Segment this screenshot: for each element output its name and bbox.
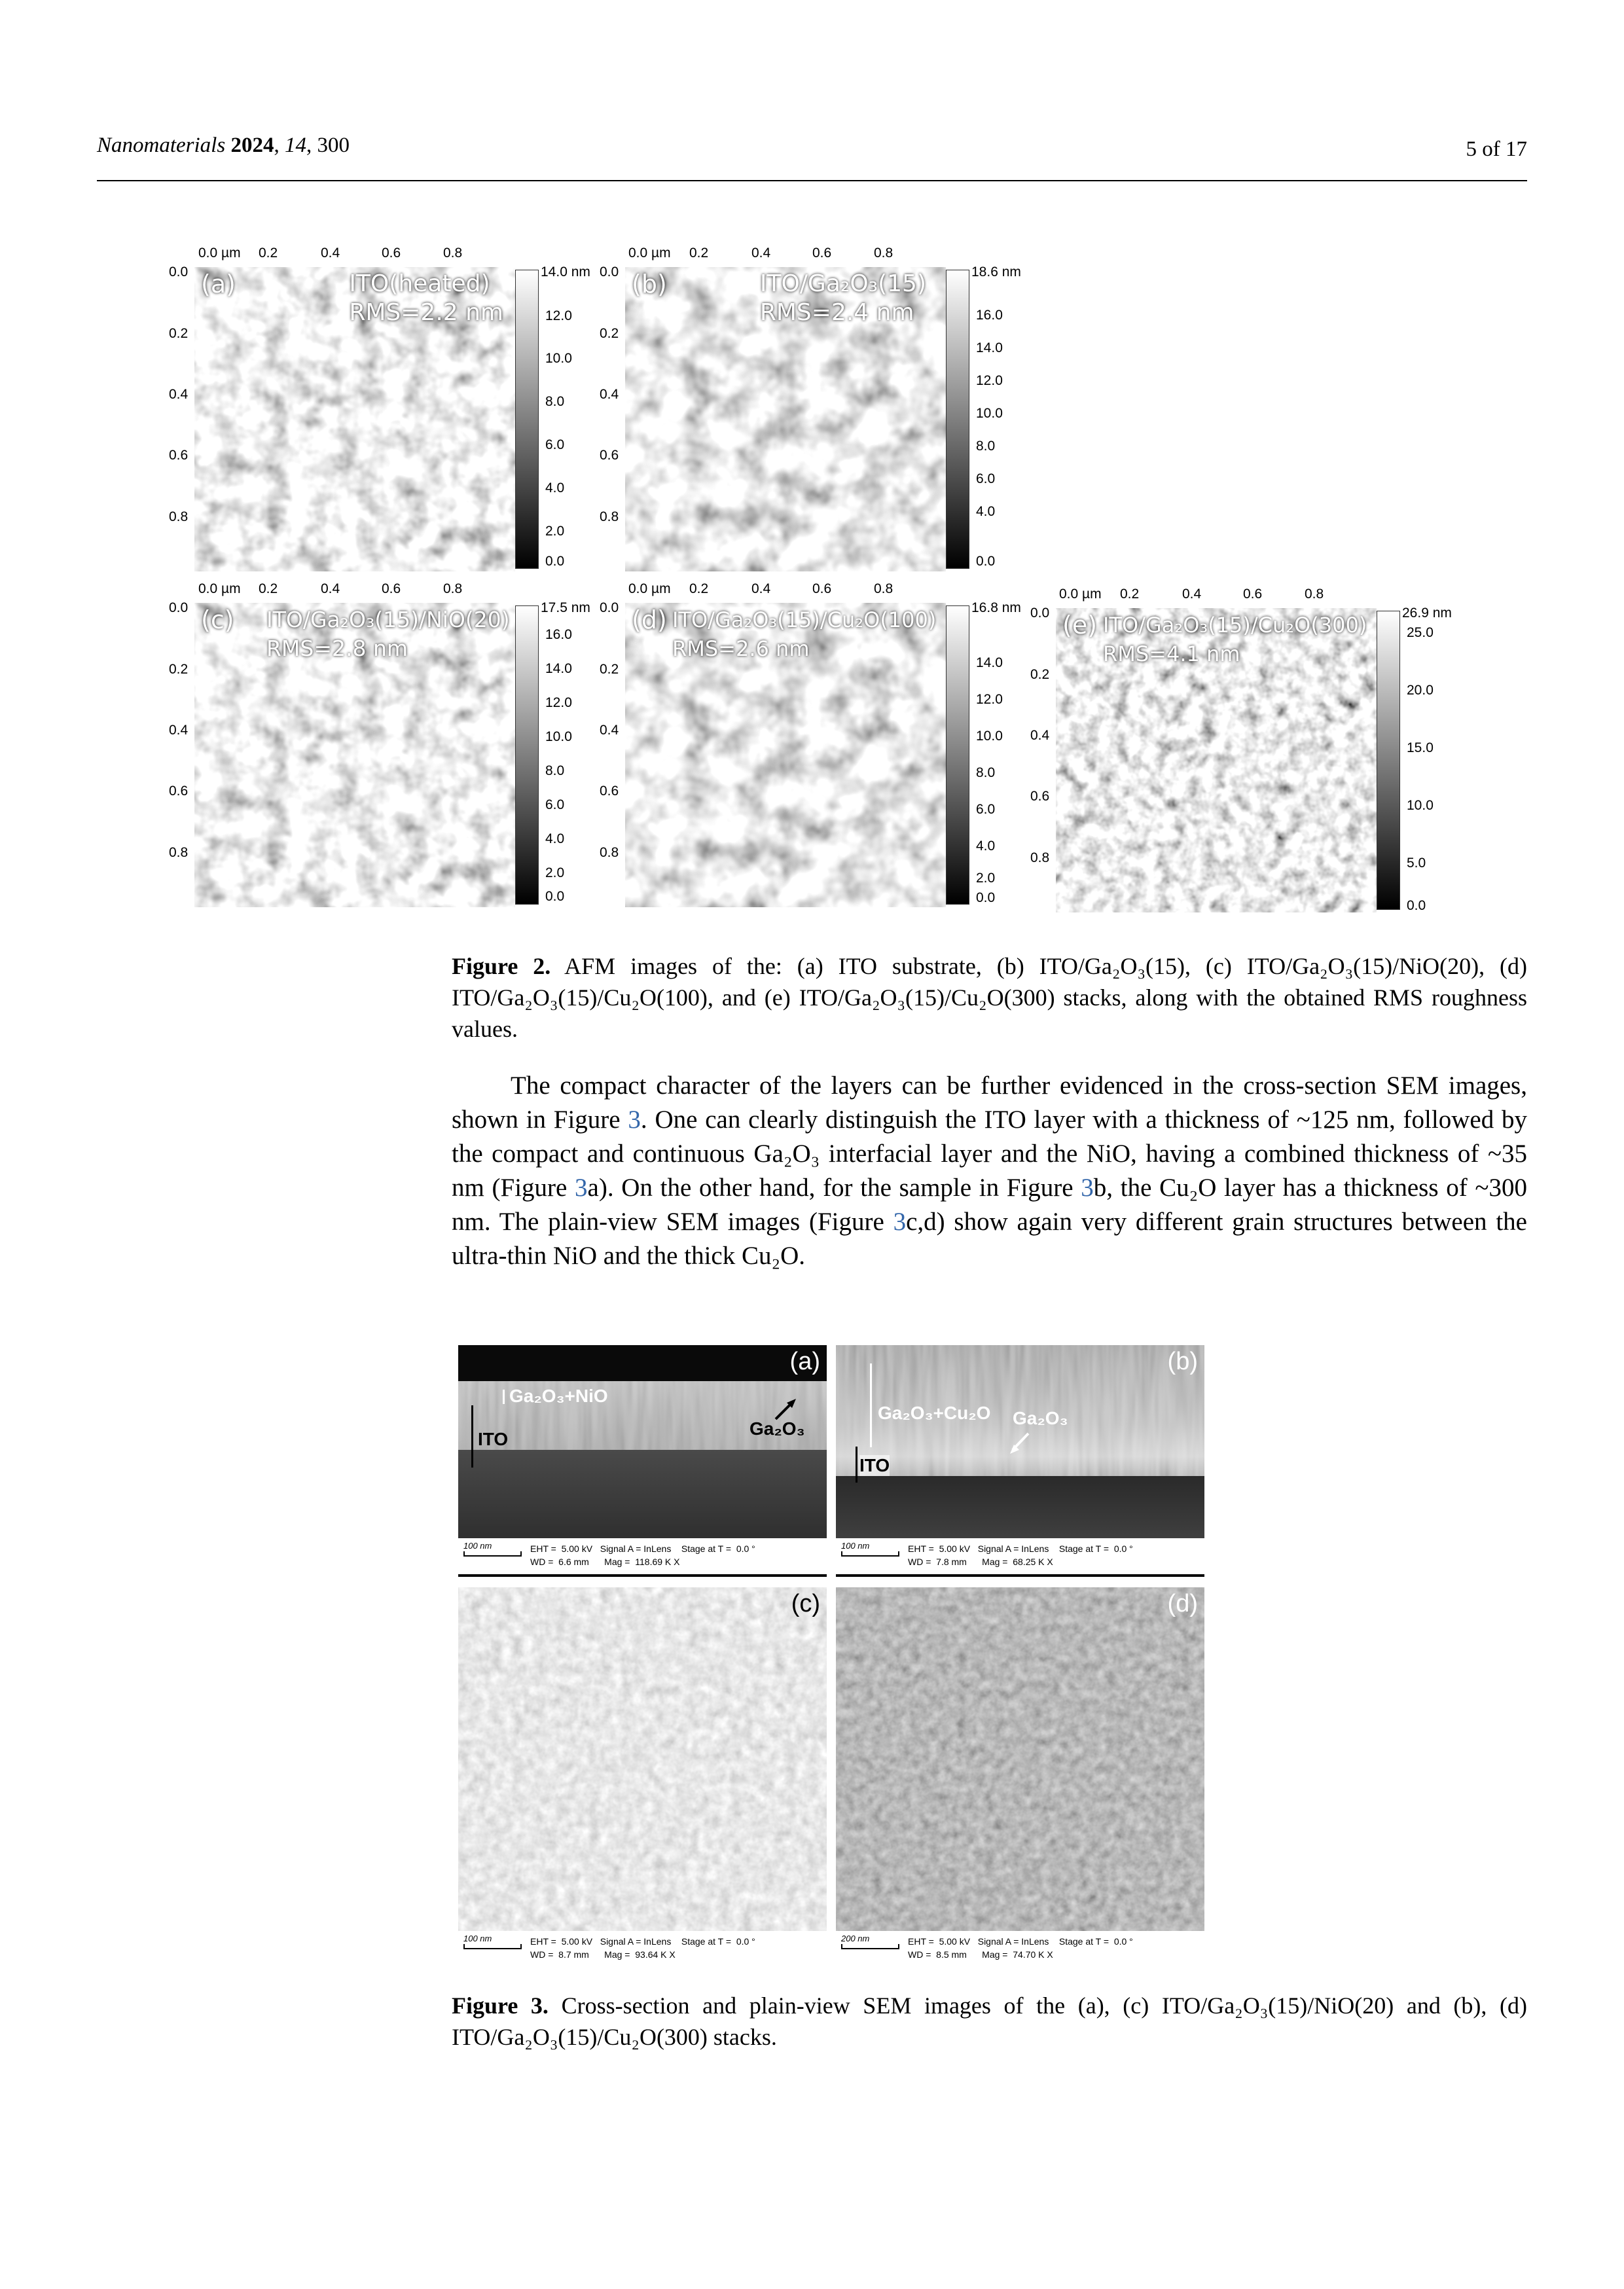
afm-label-d: (d) bbox=[632, 605, 667, 634]
afm-e-xtick: 0.6 bbox=[1243, 586, 1263, 602]
afm-c-xtick: 0.0 µm bbox=[198, 581, 241, 596]
afm-e-cbar-tick: 0.0 bbox=[1407, 898, 1426, 913]
afm-image-d bbox=[625, 603, 946, 907]
afm-label-b: (b) bbox=[632, 270, 667, 298]
afm-c-ytick: 0.6 bbox=[169, 784, 189, 799]
afm-colorbar-a bbox=[515, 270, 539, 569]
figure-2-text: AFM images of the: (a) ITO substrate, (b) ITO/Ga₂O₃(15), (c) ITO/Ga₂O₃(15)/NiO(20), (d) ITO/Ga₂O₃(15)/Cu₂O(100), and (e) ITO/Ga₂O₃(15)/Cu₂O(300) stacks, along with the obtained RMS roughness values. bbox=[452, 953, 1527, 1042]
afm-d-xtick: 0.8 bbox=[874, 581, 893, 596]
afm-sample-a: ITO(heated) bbox=[349, 270, 490, 297]
afm-colorbar-e bbox=[1377, 611, 1400, 910]
afm-c-cbar-tick: 0.0 bbox=[545, 889, 565, 904]
afm-a-cbar-tick: 6.0 bbox=[545, 437, 565, 452]
afm-d-cbar-tick: 4.0 bbox=[976, 838, 996, 854]
sem-image-c bbox=[458, 1587, 827, 1931]
afm-b-cbar-tick: 18.6 nm bbox=[971, 264, 1021, 279]
figure-2-label: Figure 2. bbox=[452, 953, 551, 979]
afm-e-cbar-tick: 5.0 bbox=[1407, 856, 1426, 871]
journal-volume: 14 bbox=[284, 134, 306, 157]
afm-d-cbar-tick: 14.0 bbox=[976, 655, 1003, 670]
sem-a-scale-label: 100 nm bbox=[463, 1541, 492, 1551]
afm-d-ytick: 0.0 bbox=[600, 600, 619, 615]
figure-3-link[interactable]: 3 bbox=[893, 1208, 907, 1236]
afm-c-cbar-tick: 10.0 bbox=[545, 729, 572, 744]
para-text-3: a). On the other hand, for the sample in Figure bbox=[587, 1174, 1081, 1202]
afm-c-ytick: 0.8 bbox=[169, 845, 189, 860]
afm-e-xtick: 0.4 bbox=[1182, 586, 1202, 602]
afm-e-cbar-tick: 26.9 nm bbox=[1402, 605, 1452, 621]
afm-d-cbar-tick: 6.0 bbox=[976, 802, 996, 817]
figure-2-caption bbox=[452, 950, 1527, 1045]
afm-c-xtick: 0.2 bbox=[259, 581, 278, 596]
scale-bar-icon bbox=[841, 1944, 899, 1949]
afm-c-ytick: 0.0 bbox=[169, 600, 189, 615]
afm-e-ytick: 0.0 bbox=[1030, 605, 1050, 621]
figure-3-caption bbox=[452, 1990, 1527, 2053]
afm-rms-e: RMS=4.1 nm bbox=[1103, 641, 1240, 666]
sem-a-divider bbox=[458, 1574, 827, 1577]
sem-b-info-line1: EHT = 5.00 kV Signal A = InLens Stage at T = 0.0 ° bbox=[908, 1543, 1133, 1554]
afm-a-xtick: 0.0 µm bbox=[198, 245, 241, 261]
sem-c-info-line2: WD = 8.7 mm Mag = 93.64 K X bbox=[530, 1949, 676, 1960]
header-rule bbox=[97, 180, 1527, 181]
afm-e-xtick: 0.2 bbox=[1120, 586, 1140, 602]
afm-c-ytick: 0.4 bbox=[169, 723, 189, 738]
afm-c-ytick: 0.2 bbox=[169, 662, 189, 677]
afm-d-cbar-tick: 0.0 bbox=[976, 890, 996, 905]
afm-a-xtick: 0.6 bbox=[382, 245, 401, 261]
afm-b-cbar-tick: 0.0 bbox=[976, 554, 996, 569]
scale-bar-icon bbox=[463, 1944, 522, 1949]
afm-c-xtick: 0.4 bbox=[321, 581, 340, 596]
para-text-1: The compact character of the layers can be further evidenced in the cross-section SEM images, shown in Figure bbox=[452, 1072, 1527, 1134]
afm-sample-d: ITO/Ga₂O₃(15)/Cu₂O(100) bbox=[672, 607, 937, 632]
afm-a-xtick: 0.2 bbox=[259, 245, 278, 261]
afm-b-xtick: 0.6 bbox=[812, 245, 832, 261]
afm-d-cbar-tick: 16.8 nm bbox=[971, 600, 1021, 615]
afm-a-cbar-tick: 0.0 bbox=[545, 554, 565, 569]
afm-c-xtick: 0.6 bbox=[382, 581, 401, 596]
sem-a-substrate bbox=[458, 1450, 827, 1538]
sem-infobar-a bbox=[458, 1538, 827, 1574]
afm-rms-c: RMS=2.8 nm bbox=[266, 636, 408, 661]
sem-c-texture bbox=[458, 1587, 827, 1931]
sem-a-ann-ga2o3-nio: Ga₂O₃+NiO bbox=[509, 1386, 608, 1406]
sem-infobar-c bbox=[458, 1931, 827, 1967]
arrow-icon bbox=[772, 1396, 799, 1422]
sem-b-scale-label: 100 nm bbox=[841, 1541, 870, 1551]
sem-label-a: (a) bbox=[789, 1348, 820, 1375]
afm-a-cbar-tick: 12.0 bbox=[545, 308, 572, 323]
journal-year: 2024 bbox=[230, 134, 274, 157]
afm-c-cbar-tick: 14.0 bbox=[545, 661, 572, 676]
afm-d-cbar-tick: 2.0 bbox=[976, 871, 996, 886]
figure-3-link[interactable]: 3 bbox=[1081, 1174, 1094, 1202]
para-text-4: b, the Cu₂O layer has a thickness of ~300 nm. The plain-view SEM images (Figure bbox=[452, 1174, 1527, 1236]
sem-a-ann-ito: ITO bbox=[478, 1429, 509, 1449]
arrow-icon bbox=[1007, 1430, 1034, 1456]
afm-image-b bbox=[625, 267, 946, 571]
sem-infobar-b bbox=[836, 1538, 1204, 1574]
afm-label-c: (c) bbox=[201, 605, 234, 634]
afm-a-ytick: 0.4 bbox=[169, 387, 189, 402]
sem-b-ann-ga2o3: Ga₂O₃ bbox=[1013, 1408, 1068, 1428]
sem-label-b: (b) bbox=[1167, 1348, 1198, 1375]
page-number: 5 of 17 bbox=[1466, 137, 1527, 161]
sem-label-c: (c) bbox=[791, 1590, 820, 1617]
sem-infobar-d bbox=[836, 1931, 1204, 1967]
afm-rms-d: RMS=2.6 nm bbox=[672, 636, 810, 661]
afm-colorbar-d bbox=[946, 605, 969, 905]
afm-e-cbar-tick: 20.0 bbox=[1407, 683, 1434, 698]
afm-c-cbar-tick: 16.0 bbox=[545, 627, 572, 642]
sem-a-info-line1: EHT = 5.00 kV Signal A = InLens Stage at T = 0.0 ° bbox=[530, 1543, 755, 1554]
figure-3-link[interactable]: 3 bbox=[575, 1174, 588, 1202]
afm-e-xtick: 0.0 µm bbox=[1059, 586, 1102, 602]
afm-a-cbar-tick: 14.0 nm bbox=[541, 264, 590, 279]
scale-bar-icon bbox=[463, 1551, 522, 1557]
figure-3-label: Figure 3. bbox=[452, 1992, 549, 2019]
afm-b-xtick: 0.4 bbox=[751, 245, 771, 261]
sem-b-bar-ga bbox=[870, 1363, 872, 1447]
afm-e-ytick: 0.4 bbox=[1030, 728, 1050, 743]
afm-b-ytick: 0.6 bbox=[600, 448, 619, 463]
afm-colorbar-b bbox=[946, 270, 969, 569]
afm-image-e bbox=[1056, 608, 1377, 912]
sem-a-bar-ito bbox=[471, 1405, 473, 1468]
afm-d-xtick: 0.4 bbox=[751, 581, 771, 596]
afm-a-cbar-tick: 8.0 bbox=[545, 394, 565, 409]
sem-image-a bbox=[458, 1345, 827, 1538]
afm-e-ytick: 0.8 bbox=[1030, 850, 1050, 865]
sem-b-divider bbox=[836, 1574, 1204, 1577]
afm-d-cbar-tick: 10.0 bbox=[976, 729, 1003, 744]
afm-image-a bbox=[194, 267, 515, 571]
body-paragraph bbox=[452, 1069, 1527, 1273]
journal-name: Nanomaterials bbox=[97, 134, 226, 157]
sem-b-info-line2: WD = 7.8 mm Mag = 68.25 K X bbox=[908, 1557, 1053, 1567]
afm-d-xtick: 0.0 µm bbox=[628, 581, 671, 596]
sem-a-bar-ga bbox=[503, 1390, 505, 1404]
afm-b-cbar-tick: 12.0 bbox=[976, 373, 1003, 388]
afm-b-xtick: 0.2 bbox=[689, 245, 709, 261]
afm-c-cbar-tick: 2.0 bbox=[545, 865, 565, 880]
sem-b-bar-ito bbox=[856, 1447, 857, 1483]
afm-a-ytick: 0.0 bbox=[169, 264, 189, 279]
sem-image-d bbox=[836, 1587, 1204, 1931]
afm-b-cbar-tick: 14.0 bbox=[976, 340, 1003, 355]
afm-b-ytick: 0.8 bbox=[600, 509, 619, 524]
afm-c-cbar-tick: 17.5 nm bbox=[541, 600, 590, 615]
afm-d-ytick: 0.6 bbox=[600, 784, 619, 799]
afm-colorbar-c bbox=[515, 605, 539, 905]
afm-e-ytick: 0.6 bbox=[1030, 789, 1050, 804]
afm-d-cbar-tick: 12.0 bbox=[976, 692, 1003, 707]
afm-a-xtick: 0.8 bbox=[443, 245, 463, 261]
scale-bar-icon bbox=[841, 1551, 899, 1557]
article-number: 300 bbox=[317, 134, 350, 157]
sem-c-scale-label: 100 nm bbox=[463, 1934, 492, 1943]
afm-b-cbar-tick: 16.0 bbox=[976, 308, 1003, 323]
afm-rms-a: RMS=2.2 nm bbox=[349, 299, 503, 326]
sem-d-info-line1: EHT = 5.00 kV Signal A = InLens Stage at T = 0.0 ° bbox=[908, 1936, 1133, 1947]
para-text-5: c,d) show again very different grain structures between the ultra-thin NiO and the thick Cu₂O. bbox=[452, 1208, 1527, 1270]
figure-3-link[interactable]: 3 bbox=[628, 1106, 641, 1134]
sem-a-top-band bbox=[458, 1345, 827, 1384]
afm-a-cbar-tick: 4.0 bbox=[545, 480, 565, 496]
afm-a-ytick: 0.8 bbox=[169, 509, 189, 524]
afm-d-ytick: 0.4 bbox=[600, 723, 619, 738]
afm-b-ytick: 0.0 bbox=[600, 264, 619, 279]
afm-d-ytick: 0.8 bbox=[600, 845, 619, 860]
afm-b-cbar-tick: 8.0 bbox=[976, 439, 996, 454]
afm-label-e: (e) bbox=[1062, 611, 1098, 640]
sem-d-scale-label: 200 nm bbox=[841, 1934, 870, 1943]
afm-e-cbar-tick: 25.0 bbox=[1407, 625, 1434, 640]
sem-c-info-line1: EHT = 5.00 kV Signal A = InLens Stage at T = 0.0 ° bbox=[530, 1936, 755, 1947]
running-header: Nanomaterials 2024, 14, 300 bbox=[97, 134, 350, 157]
sem-image-b bbox=[836, 1345, 1204, 1538]
afm-rms-b: RMS=2.4 nm bbox=[759, 299, 914, 326]
afm-d-xtick: 0.6 bbox=[812, 581, 832, 596]
afm-sample-e: ITO/Ga₂O₃(15)/Cu₂O(300) bbox=[1103, 613, 1367, 638]
afm-e-ytick: 0.2 bbox=[1030, 667, 1050, 682]
afm-a-ytick: 0.6 bbox=[169, 448, 189, 463]
afm-c-xtick: 0.8 bbox=[443, 581, 463, 596]
afm-sample-b: ITO/Ga₂O₃(15) bbox=[759, 270, 926, 297]
afm-label-a: (a) bbox=[201, 270, 236, 298]
afm-e-xtick: 0.8 bbox=[1305, 586, 1324, 602]
sem-a-ann-ga2o3: Ga₂O₃ bbox=[749, 1418, 805, 1439]
afm-d-xtick: 0.2 bbox=[689, 581, 709, 596]
para-text-2: . One can clearly distinguish the ITO layer with a thickness of ~125 nm, followed by the compact and continuous Ga₂O₃ interfacial layer and the NiO, having a combined thickness of ~35 nm (Figure bbox=[452, 1106, 1527, 1202]
afm-a-cbar-tick: 10.0 bbox=[545, 351, 572, 366]
afm-a-xtick: 0.4 bbox=[321, 245, 340, 261]
afm-a-ytick: 0.2 bbox=[169, 326, 189, 341]
afm-e-cbar-tick: 15.0 bbox=[1407, 740, 1434, 755]
afm-b-cbar-tick: 6.0 bbox=[976, 471, 996, 486]
afm-b-ytick: 0.4 bbox=[600, 387, 619, 402]
afm-b-xtick: 0.0 µm bbox=[628, 245, 671, 261]
afm-d-cbar-tick: 8.0 bbox=[976, 765, 996, 780]
afm-c-cbar-tick: 12.0 bbox=[545, 695, 572, 710]
afm-a-cbar-tick: 2.0 bbox=[545, 524, 565, 539]
afm-c-cbar-tick: 4.0 bbox=[545, 831, 565, 846]
afm-sample-c: ITO/Ga₂O₃(15)/NiO(20) bbox=[266, 607, 510, 632]
figure-3-text: Cross-section and plain-view SEM images of the (a), (c) ITO/Ga₂O₃(15)/NiO(20) and (b), (d) ITO/Ga₂O₃(15)/Cu₂O(300) stacks. bbox=[452, 1992, 1527, 2050]
afm-b-xtick: 0.8 bbox=[874, 245, 893, 261]
sem-a-info-line2: WD = 6.6 mm Mag = 118.69 K X bbox=[530, 1557, 680, 1567]
sem-b-ann-ito: ITO bbox=[859, 1455, 890, 1475]
sem-b-substrate bbox=[836, 1476, 1204, 1538]
afm-e-cbar-tick: 10.0 bbox=[1407, 798, 1434, 813]
afm-b-cbar-tick: 4.0 bbox=[976, 504, 996, 519]
sem-b-ann-ga2o3-cu2o: Ga₂O₃+Cu₂O bbox=[878, 1403, 991, 1423]
afm-b-ytick: 0.2 bbox=[600, 326, 619, 341]
afm-b-cbar-tick: 10.0 bbox=[976, 406, 1003, 421]
afm-c-cbar-tick: 6.0 bbox=[545, 797, 565, 812]
sem-label-d: (d) bbox=[1167, 1590, 1198, 1617]
sem-d-texture bbox=[836, 1587, 1204, 1931]
afm-d-ytick: 0.2 bbox=[600, 662, 619, 677]
afm-c-cbar-tick: 8.0 bbox=[545, 763, 565, 778]
sem-d-info-line2: WD = 8.5 mm Mag = 74.70 K X bbox=[908, 1949, 1053, 1960]
afm-image-c bbox=[194, 603, 515, 907]
